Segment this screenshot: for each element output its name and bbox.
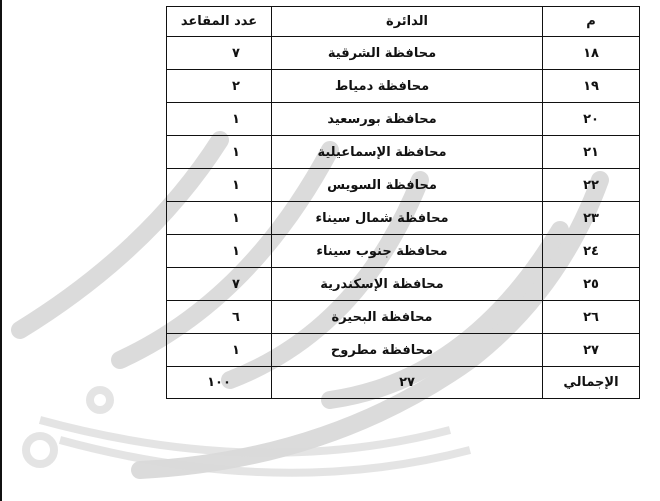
row-seats-value: ٦: [232, 309, 240, 325]
row-seats: [167, 301, 272, 334]
row-number: ١٨: [543, 37, 640, 70]
row-district-label: محافظة الشرقية: [327, 45, 437, 61]
row-seats-value: ١: [232, 243, 240, 259]
row-number: ١٩: [543, 70, 640, 103]
row-district-label: محافظة شمال سيناء: [315, 210, 449, 226]
row-number: ٢٠: [543, 103, 640, 136]
row-number: ٢٧: [543, 334, 640, 367]
row-seats-value: ١: [232, 144, 240, 160]
row-seats: [167, 202, 272, 235]
header-number: م: [543, 7, 640, 37]
row-district: [272, 202, 543, 235]
seats-table: [166, 6, 640, 399]
row-number: ٢٢: [543, 169, 640, 202]
total-label: الإجمالي: [543, 367, 640, 399]
table-row: [167, 136, 640, 169]
table-row: [167, 334, 640, 367]
table-row: [167, 37, 640, 70]
row-seats: [167, 334, 272, 367]
row-seats-value: ١: [232, 342, 240, 358]
table-header-row: [167, 7, 640, 37]
row-district: [272, 136, 543, 169]
row-district: [272, 169, 543, 202]
left-edge-bar: [0, 0, 2, 501]
row-seats-value: ٧: [232, 276, 240, 292]
row-district: [272, 37, 543, 70]
row-district: [272, 70, 543, 103]
row-seats: [167, 268, 272, 301]
row-seats: [167, 136, 272, 169]
row-seats: [167, 70, 272, 103]
row-district: [272, 103, 543, 136]
row-district: [272, 235, 543, 268]
header-district: الدائرة: [272, 7, 543, 37]
row-number: ٢٤: [543, 235, 640, 268]
total-district-count: ٢٧: [272, 367, 543, 399]
total-seats: ١٠٠: [167, 367, 272, 399]
table-row: [167, 268, 640, 301]
row-district-label: محافظة دمياط: [334, 78, 430, 94]
row-district-label: محافظة الإسماعيلية: [317, 144, 447, 160]
row-district: [272, 301, 543, 334]
row-district: [272, 268, 543, 301]
table-row: [167, 169, 640, 202]
table-row: [167, 202, 640, 235]
row-district-label: محافظة جنوب سيناء: [316, 243, 448, 259]
row-number: ٢١: [543, 136, 640, 169]
row-number: ٢٥: [543, 268, 640, 301]
row-seats: [167, 103, 272, 136]
header-seats: عدد المقاعد: [167, 7, 272, 37]
row-district-label: محافظة بورسعيد: [327, 111, 437, 127]
row-district-label: محافظة الإسكندرية: [320, 276, 444, 292]
row-number: ٢٣: [543, 202, 640, 235]
row-district-label: محافظة مطروح: [330, 342, 434, 358]
row-seats-value: ٢: [232, 78, 240, 94]
row-district: [272, 334, 543, 367]
row-district-label: محافظة السويس: [327, 177, 437, 193]
row-seats-value: ١: [232, 177, 240, 193]
row-seats-value: ٧: [232, 45, 240, 61]
row-number: ٢٦: [543, 301, 640, 334]
table-row: [167, 301, 640, 334]
row-seats-value: ١: [232, 111, 240, 127]
table-row: [167, 103, 640, 136]
table-total-row: [167, 367, 640, 399]
table-row: [167, 70, 640, 103]
row-seats: [167, 169, 272, 202]
table-row: [167, 235, 640, 268]
row-seats: [167, 235, 272, 268]
row-district-label: محافظة البحيرة: [331, 309, 433, 325]
row-seats-value: ١: [232, 210, 240, 226]
row-seats: [167, 37, 272, 70]
